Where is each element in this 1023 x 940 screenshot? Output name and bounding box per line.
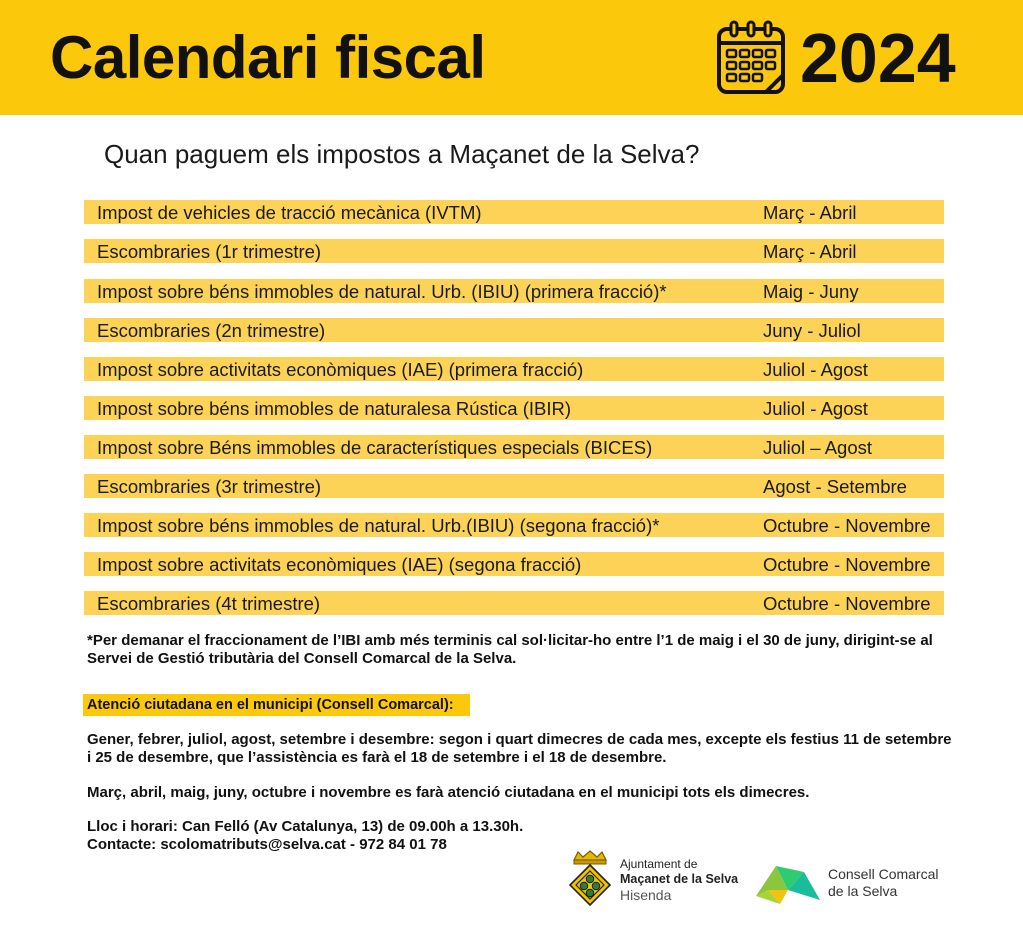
tax-period: Octubre - Novembre: [763, 554, 931, 575]
tax-row: [84, 200, 944, 224]
tax-period: Agost - Setembre: [763, 476, 907, 497]
tax-period: Juny - Juliol: [763, 320, 861, 341]
tax-row: [84, 318, 944, 342]
attention-schedule-1: Gener, febrer, juliol, agost, setembre i desembre: segon i quart dimecres de cada mes, excepte els festius 11 de setembre i 25 de desembre, que l’assistència es farà el 18 de setembre i el 18 de desembre.: [87, 731, 952, 766]
tax-name: Escombraries (2n trimestre): [97, 320, 326, 341]
consell-line-2: de la Selva: [828, 883, 898, 899]
tax-period: Març - Abril: [763, 202, 857, 223]
attention-contact: Contacte: scolomatributs@selva.cat - 972 84 01 78: [87, 836, 447, 853]
year-label: 2024: [800, 19, 956, 97]
tax-period: Juliol - Agost: [763, 398, 868, 419]
attention-schedule-2: Març, abril, maig, juny, octubre i novembre es farà atenció ciutadana en el municipi tots els dimecres.: [87, 784, 810, 801]
tax-period: Octubre - Novembre: [763, 593, 931, 614]
tax-row: [84, 357, 944, 381]
tax-row: [84, 552, 944, 576]
consell-comarcal-logo-text: [828, 866, 938, 900]
tax-period: Juliol – Agost: [763, 437, 873, 458]
tax-name: Impost sobre béns immobles de natural. Urb. (IBIU) (primera fracció)*: [97, 281, 667, 302]
ajuntament-line-1: Ajuntament de: [620, 857, 698, 871]
tax-name: Escombraries (4t trimestre): [97, 593, 321, 614]
tax-name: Impost sobre activitats econòmiques (IAE) (segona fracció): [97, 554, 582, 575]
tax-row: [84, 435, 944, 459]
ajuntament-line-3: Hisenda: [620, 887, 672, 903]
tax-row: [84, 513, 944, 537]
tax-period: Març - Abril: [763, 241, 857, 262]
tax-name: Impost sobre activitats econòmiques (IAE) (primera fracció): [97, 359, 584, 380]
subtitle: Quan paguem els impostos a Maçanet de la Selva?: [104, 139, 700, 169]
tax-row: [84, 279, 944, 303]
consell-comarcal-logo-icon: [754, 860, 822, 906]
tax-name: Impost sobre béns immobles de natural. Urb.(IBIU) (segona fracció)*: [97, 515, 660, 536]
tax-row: [84, 239, 944, 263]
calendar-icon: [716, 20, 786, 96]
tax-row: [84, 591, 944, 615]
tax-row: [84, 474, 944, 498]
page-title: Calendari fiscal: [50, 24, 486, 91]
tax-period: Maig - Juny: [763, 281, 859, 302]
attention-heading: Atenció ciutadana en el municipi (Consell Comarcal):: [83, 694, 470, 716]
consell-line-1: Consell Comarcal: [828, 866, 939, 882]
attention-location: Lloc i horari: Can Felló (Av Catalunya, 13) de 09.00h a 13.30h.: [87, 818, 524, 835]
tax-name: Impost sobre béns immobles de naturalesa Rústica (IBIR): [97, 398, 572, 419]
tax-name: Escombraries (3r trimestre): [97, 476, 322, 497]
ajuntament-logo-text: [620, 857, 738, 904]
coat-of-arms-icon: [566, 850, 614, 906]
tax-row: [84, 396, 944, 420]
tax-name: Impost sobre Béns immobles de característiques especials (BICES): [97, 437, 653, 458]
tax-name: Impost de vehicles de tracció mecànica (IVTM): [97, 202, 482, 223]
tax-period: Octubre - Novembre: [763, 515, 931, 536]
ajuntament-line-2: Maçanet de la Selva: [620, 872, 739, 886]
header-banner: [0, 0, 1023, 115]
tax-period: Juliol - Agost: [763, 359, 868, 380]
tax-name: Escombraries (1r trimestre): [97, 241, 322, 262]
ibi-installment-note: *Per demanar el fraccionament de l’IBI amb més terminis cal sol·licitar-ho entre l’1 de maig i el 30 de juny, dirigint-se al Servei de Gestió tributària del Consell Comarcal de la Selva.: [87, 632, 933, 667]
